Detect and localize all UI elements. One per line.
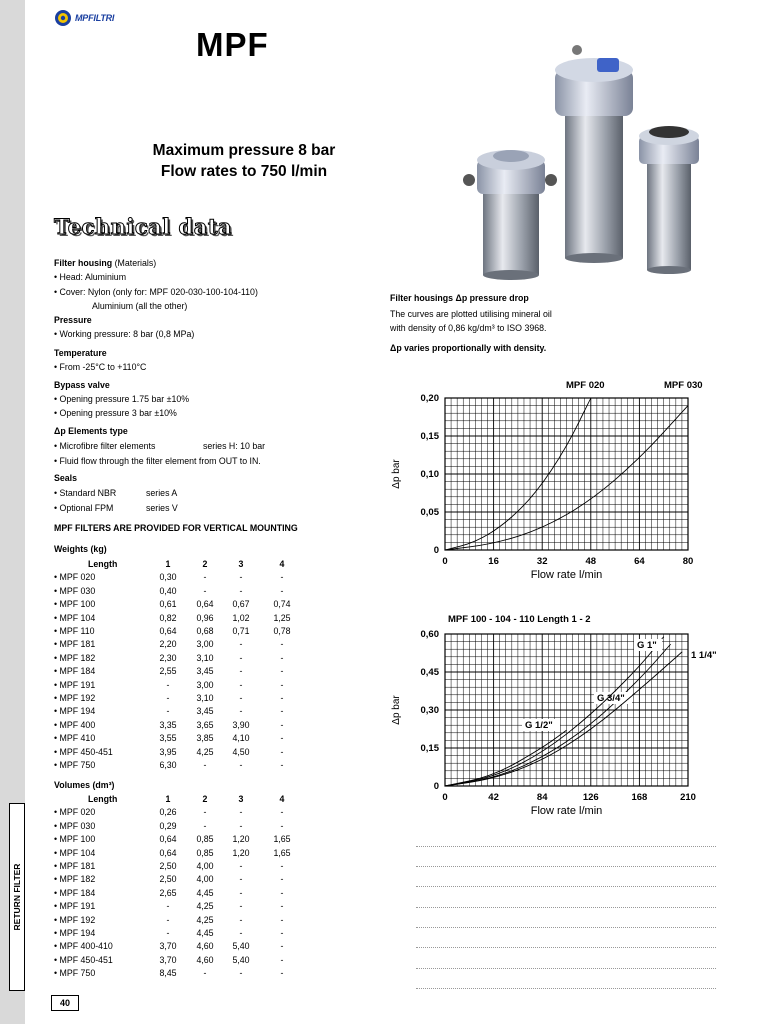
table-cell: • MPF 100 (54, 599, 96, 610)
series-label: G 1" (637, 640, 657, 651)
table-cell: - (280, 928, 284, 938)
pressure-drop-chart-mpf100 (385, 610, 735, 822)
table-cell: • MPF 182 (54, 874, 96, 885)
chart-grid (445, 634, 688, 786)
spec-seal-2: • Optional FPM (54, 503, 114, 513)
table-cell: 0,85 (196, 847, 214, 858)
pressure-drop-chart-mpf020-030 (385, 374, 715, 586)
table-cell: - (280, 666, 284, 677)
y-tick-label: 0,45 (420, 667, 439, 678)
spec-bypass-2: • Opening pressure 3 bar ±10% (54, 408, 177, 418)
table-cell: 8,45 (159, 968, 177, 979)
note-line (416, 947, 716, 948)
spec-seal-2-series: series V (146, 503, 178, 513)
y-tick-label: 0,05 (420, 507, 439, 518)
table-header-cell: 1 (165, 794, 171, 804)
table-cell: - (280, 719, 284, 730)
series-label: G 1/2" (525, 720, 553, 731)
table-cell: 0,85 (196, 834, 214, 845)
spec-head: • Head: Aluminium (54, 272, 127, 282)
table-cell: - (166, 679, 170, 690)
table-cell: • MPF 750 (54, 968, 96, 979)
filter-housing-medium (639, 126, 699, 274)
table-cell: - (280, 585, 284, 596)
x-tick-label: 0 (442, 556, 448, 567)
table-header-cell: Length (88, 559, 118, 569)
table-cell: - (280, 914, 284, 925)
spec-cover: • Cover: Nylon (only for: MPF 020-030-100-104-110) (54, 287, 258, 297)
note-line (416, 866, 716, 867)
table-cell: 3,65 (196, 719, 214, 730)
spec-seal-1: • Standard NBR (54, 488, 117, 498)
note-line (416, 988, 716, 989)
table-cell: • MPF 184 (54, 666, 96, 677)
table-cell: - (280, 820, 284, 831)
section-title: Technical data (54, 214, 233, 239)
x-tick-label: 126 (582, 792, 599, 803)
table-cell: - (239, 585, 243, 596)
pressure-drop-title: Filter housings Δp pressure drop (390, 293, 529, 303)
x-tick-label: 64 (634, 556, 645, 567)
y-tick-label: 0 (433, 781, 439, 792)
x-tick-label: 0 (442, 792, 448, 803)
mounting-note: MPF FILTERS ARE PROVIDED FOR VERTICAL MOUNTING (54, 523, 298, 533)
table-cell: - (280, 679, 284, 690)
table-cell: - (280, 706, 284, 717)
pressure-drop-text-3: Δp varies proportionally with density. (390, 343, 547, 353)
logo-emblem-icon (54, 9, 72, 27)
table-cell: 3,45 (196, 666, 214, 677)
table-cell: 0,64 (159, 834, 177, 845)
table-cell: - (203, 760, 207, 770)
table-cell: 3,35 (159, 719, 177, 730)
x-tick-label: 80 (682, 556, 694, 567)
temperature-heading: Temperature (54, 348, 107, 358)
table-cell: • MPF 191 (54, 679, 96, 690)
table-cell: • MPF 450-451 (54, 954, 113, 965)
table-cell: - (239, 887, 243, 898)
table-cell: 4,45 (196, 928, 214, 938)
table-header-cell: Length (88, 794, 118, 804)
series-label: 1 1/4" (691, 650, 717, 661)
table-cell: 4,00 (196, 874, 214, 885)
table-cell: 0,64 (196, 599, 214, 610)
table-header-cell: 3 (238, 559, 244, 569)
table-cell: 4,25 (196, 746, 214, 757)
table-cell: 0,78 (273, 626, 291, 636)
table-cell: • MPF 184 (54, 887, 96, 898)
table-header-cell: 3 (238, 794, 244, 804)
table-cell: - (203, 572, 207, 583)
table-cell: • MPF 104 (54, 847, 96, 858)
note-line (416, 968, 716, 969)
table-cell: • MPF 194 (54, 706, 96, 717)
weights-title: Weights (kg) (54, 544, 107, 554)
table-cell: - (239, 760, 243, 770)
table-cell: 5,40 (232, 941, 250, 952)
table-cell: 3,70 (159, 954, 177, 965)
table-cell: - (203, 820, 207, 831)
table-cell: 0,40 (159, 585, 177, 596)
note-line (416, 846, 716, 847)
table-cell: • MPF 181 (54, 861, 96, 871)
table-cell: - (239, 572, 243, 583)
table-cell: - (239, 861, 243, 871)
table-cell: 0,71 (232, 626, 250, 636)
table-cell: - (166, 901, 170, 912)
table-cell: • MPF 191 (54, 901, 96, 912)
table-cell: - (239, 679, 243, 690)
table-cell: 0,74 (273, 599, 291, 610)
table-cell: 2,50 (159, 861, 177, 871)
brand-logo (54, 8, 114, 28)
page-title: MPF (196, 26, 269, 63)
table-cell: 4,45 (196, 887, 214, 898)
table-cell: - (239, 874, 243, 885)
table-cell: • MPF 030 (54, 820, 96, 831)
table-cell: 0,67 (232, 599, 250, 610)
table-cell: - (280, 954, 284, 965)
table-header-cell: 2 (202, 794, 208, 804)
note-line (416, 927, 716, 928)
subtitle-flow: Flow rates to 750 l/min (160, 163, 328, 180)
chart-title: MPF 100 - 104 - 110 Length 1 - 2 (448, 614, 591, 625)
table-cell: 3,55 (159, 733, 177, 744)
table-cell: 0,30 (159, 572, 177, 583)
y-axis-label: Δp bar (391, 459, 402, 489)
volumes-title: Volumes (dm³) (54, 780, 115, 790)
table-cell: - (239, 652, 243, 663)
table-cell: 1,25 (273, 612, 291, 623)
table-cell: - (280, 941, 284, 952)
x-tick-label: 84 (536, 792, 548, 803)
table-cell: - (203, 968, 207, 979)
x-axis-label: Flow rate l/min (530, 805, 603, 817)
table-cell: - (203, 585, 207, 596)
series-label: MPF 020 (566, 380, 605, 391)
table-cell: - (280, 861, 284, 871)
table-cell: • MPF 192 (54, 914, 96, 925)
table-cell: • MPF 110 (54, 626, 95, 636)
series-label: G 3/4" (597, 693, 625, 704)
table-cell: 4,10 (232, 733, 250, 744)
table-cell: • MPF 104 (54, 612, 96, 623)
spec-seal-1-series: series A (146, 488, 178, 498)
table-cell: - (166, 706, 170, 717)
table-cell: • MPF 100 (54, 834, 96, 845)
table-cell: 3,95 (159, 746, 177, 757)
chart-grid (445, 398, 688, 550)
y-tick-label: 0,30 (420, 705, 439, 716)
table-header-cell: 1 (165, 559, 171, 569)
table-cell: • MPF 181 (54, 639, 96, 650)
y-tick-label: 0,10 (420, 469, 439, 480)
table-cell: 3,00 (196, 639, 214, 650)
table-cell: • MPF 194 (54, 928, 96, 938)
seals-heading: Seals (54, 473, 77, 483)
table-cell: - (280, 572, 284, 583)
table-cell: - (280, 807, 284, 818)
table-cell: 4,60 (196, 954, 214, 965)
table-cell: 0,68 (196, 626, 214, 636)
table-cell: - (280, 874, 284, 885)
table-cell: 2,55 (159, 666, 177, 677)
table-cell: 0,61 (159, 599, 177, 610)
pressure-drop-text-2: with density of 0,86 kg/dm³ to ISO 3968. (390, 323, 547, 333)
spec-dp-2: • Fluid flow through the filter element from OUT to IN. (54, 456, 261, 466)
table-cell: - (239, 928, 243, 938)
y-tick-label: 0,20 (420, 393, 439, 404)
table-cell: 4,50 (232, 746, 250, 757)
table-cell: - (239, 693, 243, 703)
table-cell: • MPF 182 (54, 652, 96, 663)
table-cell: - (280, 746, 284, 757)
x-axis-label: Flow rate l/min (530, 569, 603, 581)
table-cell: 4,25 (196, 901, 214, 912)
table-cell: 3,70 (159, 941, 177, 952)
table-cell: • MPF 020 (54, 572, 96, 583)
table-cell: - (239, 706, 243, 717)
table-header-cell: 4 (279, 559, 285, 569)
y-tick-label: 0,15 (420, 431, 439, 442)
table-cell: - (280, 968, 284, 979)
x-tick-label: 42 (488, 792, 499, 803)
dp-heading: Δp Elements type (54, 426, 128, 436)
table-cell: 3,90 (232, 719, 250, 730)
table-cell: - (280, 733, 284, 744)
table-cell: - (239, 968, 243, 979)
spec-pressure: • Working pressure: 8 bar (0,8 MPa) (54, 329, 195, 339)
table-cell: 2,30 (159, 652, 177, 663)
table-cell: 1,65 (273, 847, 291, 858)
table-cell: - (280, 887, 284, 898)
table-cell: - (280, 639, 284, 650)
pressure-drop-text-1: The curves are plotted utilising mineral oil (390, 309, 552, 319)
table-cell: - (203, 807, 207, 818)
spec-dp-1-series: series H: 10 bar (203, 441, 266, 451)
filter-housing-small (463, 150, 557, 280)
table-cell: • MPF 030 (54, 585, 96, 596)
table-cell: 2,50 (159, 874, 177, 885)
filter-housing-large (555, 45, 633, 263)
spec-cover-other: Aluminium (all the other) (92, 301, 188, 311)
table-header-cell: 2 (202, 559, 208, 569)
x-tick-label: 16 (488, 556, 499, 567)
table-cell: 3,45 (196, 706, 214, 717)
table-cell: • MPF 450-451 (54, 746, 113, 757)
table-cell: - (239, 901, 243, 912)
table-cell: - (166, 693, 170, 703)
note-line (416, 886, 716, 887)
pressure-heading: Pressure (54, 315, 92, 325)
table-cell: 5,40 (232, 954, 250, 965)
x-tick-label: 48 (585, 556, 597, 567)
table-cell: 4,60 (196, 941, 214, 952)
table-cell: 0,26 (159, 807, 177, 818)
table-cell: • MPF 020 (54, 807, 96, 818)
table-cell: 1,20 (232, 847, 250, 858)
table-cell: 4,00 (196, 861, 214, 871)
table-cell: - (239, 639, 243, 650)
table-cell: 4,25 (196, 914, 214, 925)
table-cell: 3,00 (196, 679, 214, 690)
spec-dp-1: • Microfibre filter elements (54, 441, 156, 451)
y-tick-label: 0 (433, 545, 439, 556)
table-header-cell: 4 (279, 794, 285, 804)
table-cell: - (280, 760, 284, 770)
table-cell: - (280, 693, 284, 703)
filter-housing-heading: Filter housing (Materials) (54, 258, 157, 268)
table-cell: 1,65 (273, 834, 291, 845)
table-cell: 0,29 (159, 820, 177, 831)
table-cell: 2,65 (159, 887, 177, 898)
table-cell: 3,85 (196, 733, 214, 744)
table-cell: - (239, 820, 243, 831)
note-line (416, 907, 716, 908)
side-tab (9, 803, 25, 991)
x-tick-label: 210 (680, 792, 696, 803)
table-cell: - (166, 914, 170, 925)
brand-wordmark: MPFILTRI (75, 13, 115, 23)
table-cell: • MPF 750 (54, 760, 96, 770)
table-cell: - (239, 914, 243, 925)
table-cell: 2,20 (159, 639, 177, 650)
series-label: MPF 030 (664, 380, 703, 391)
table-cell: 1,02 (232, 612, 250, 623)
subtitle-pressure: Maximum pressure 8 bar (152, 142, 336, 159)
table-cell: • MPF 410 (54, 733, 96, 744)
table-cell: - (239, 807, 243, 818)
table-cell: 0,82 (159, 612, 177, 623)
table-cell: 1,20 (232, 834, 250, 845)
spec-bypass-1: • Opening pressure 1.75 bar ±10% (54, 394, 190, 404)
series-line (445, 644, 671, 786)
bypass-heading: Bypass valve (54, 380, 110, 390)
table-cell: 0,64 (159, 626, 177, 636)
filter-housings-image (455, 40, 725, 280)
x-tick-label: 32 (536, 556, 548, 567)
side-tab-label: RETURN FILTER (12, 863, 22, 931)
spec-temperature: • From -25°C to +110°C (54, 362, 147, 372)
table-cell: 0,64 (159, 847, 177, 858)
table-cell: - (280, 652, 284, 663)
table-cell: - (239, 666, 243, 677)
y-tick-label: 0,60 (420, 629, 439, 640)
y-tick-label: 0,15 (420, 743, 439, 754)
table-cell: 6,30 (159, 760, 177, 770)
table-cell: • MPF 400-410 (54, 941, 113, 952)
page-number: 40 (51, 995, 79, 1011)
table-cell: 0,96 (196, 612, 214, 623)
table-cell: • MPF 192 (54, 693, 96, 703)
table-cell: 3,10 (196, 693, 214, 703)
table-cell: - (280, 901, 284, 912)
table-cell: 3,10 (196, 652, 214, 663)
table-cell: • MPF 400 (54, 719, 96, 730)
table-cell: - (166, 928, 170, 938)
y-axis-label: Δp bar (391, 695, 402, 725)
x-tick-label: 168 (631, 792, 648, 803)
